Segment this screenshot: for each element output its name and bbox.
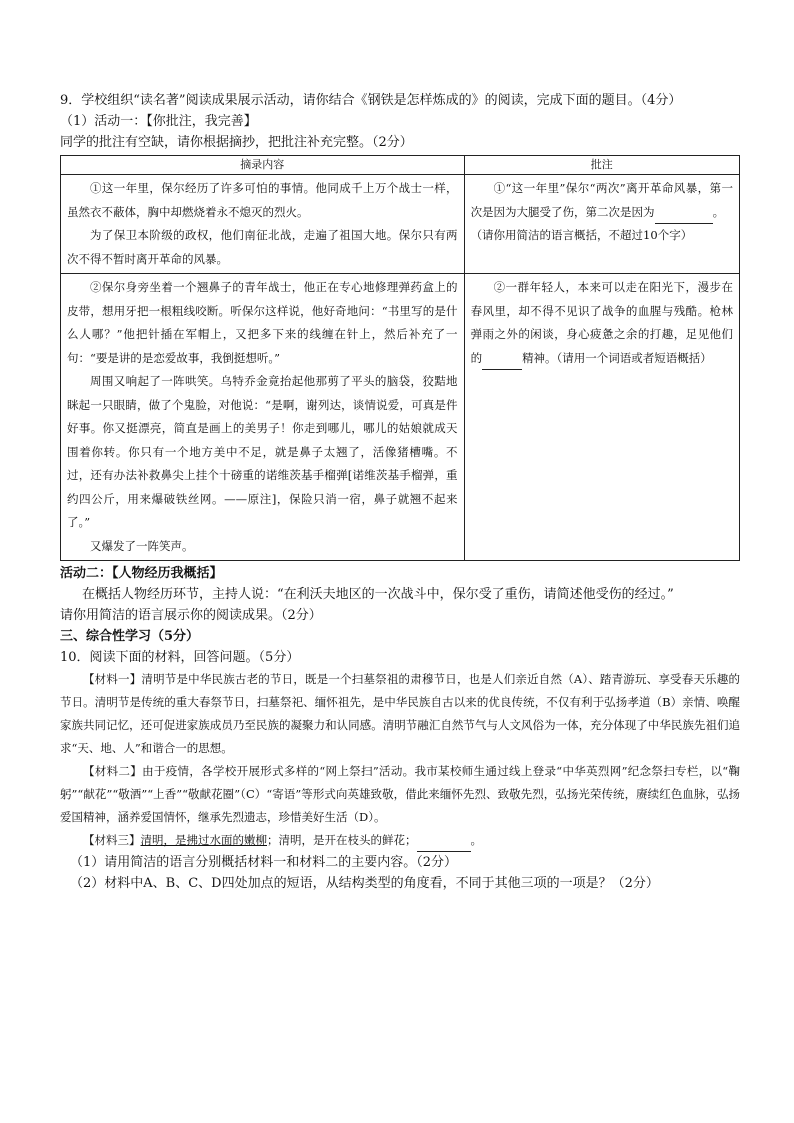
table-header-note: 批注 [464, 156, 739, 175]
note-text: ①“这一年里”保尔“两次”离开革命风暴，第一次是因为大腿受了伤，第二次是因为 [470, 181, 733, 219]
activity-2-instruction: 请你用简洁的语言展示你的阅读成果。（2分） [60, 608, 322, 623]
section-3-title: 三、综合性学习（5分） [60, 629, 200, 644]
activity-2-title: 活动二：【人物经历我概括】 [60, 566, 223, 581]
excerpt-paragraph: 为了保卫本阶级的政权，他们南征北战，走遍了祖国大地。保尔只有两次不得不暂时离开革命的风暴。 [67, 228, 458, 266]
material-3-end: 。 [470, 833, 482, 847]
note-paragraph [471, 276, 733, 370]
note-cell-2 [464, 274, 739, 561]
note-text: ②一群年轻人，本来可以走在阳光下，漫步在春风里，却不得不见识了战争的血腥与残酷。枪林弹雨之外的闲谈，身心疲惫之余的打趣，足见他们的 [470, 280, 733, 365]
excerpt-paragraph: ①这一年里，保尔经历了许多可怕的事情。他同成千上万个战士一样，虽然衣不蔽体，胸中却燃烧着永不熄灭的烈火。 [67, 181, 458, 219]
answer-blank[interactable] [655, 209, 713, 224]
excerpt-cell-2 [61, 274, 465, 561]
question-10-stem: 10．阅读下面的材料，回答问题。（5分） [60, 650, 300, 665]
material-3-label: 【材料三】 [83, 833, 141, 847]
activity-1-title: （1）活动一：【你批注，我完善】 [60, 114, 257, 129]
activity-1-instruction: 同学的批注有空缺，请你根据摘抄，把批注补充完整。（2分） [60, 135, 413, 150]
excerpt-cell-1 [61, 175, 465, 274]
note-cell-1 [464, 175, 739, 274]
material-3-underlined: 清明，是拂过水面的嫩柳 [140, 833, 267, 847]
table-row [61, 274, 740, 561]
table-header-excerpt: 摘录内容 [61, 156, 465, 175]
answer-blank[interactable] [482, 355, 522, 370]
material-2: 【材料二】由于疫情，各学校开展形式多样的“网上祭扫”活动。我市某校师生通过线上登录“中华英烈网”纪念祭扫专栏，以“鞠躬”“献花”“敬酒”“上香”“敬献花圈”（C）“寄语”等形式向英雄致敬，借此来缅怀先烈、致敬先烈，弘扬光荣传统，赓续红色血脉，弘扬爱国精神，涵养爱国情怀，继承先烈遗志，珍惜美好生活（D）。 [60, 764, 740, 824]
excerpt-paragraph: 周围又响起了一阵哄笑。乌特乔金竟抬起他那剪了平头的脑袋，狡黠地眯起一只眼睛，做了个鬼脸，对他说：“是啊，谢列达，谈情说爱，可真是件好事。你又挺漂亮，简直是画上的美男子！你走到哪儿，哪儿的姑娘就成天围着你转。你只有一个地方美中不足，就是鼻子太翘了，活像猪槽嘴。不过，还有办法补救鼻尖上挂个十磅重的诺维茨基手榴弹[诺维茨基手榴弹，重约四公斤，用来爆破铁丝网。——原注]，保险只消一宿，鼻子就翘不起来了。” [67, 374, 458, 529]
note-text: 精神。（请用一个词语或者短语概括） [522, 350, 712, 365]
materials [60, 668, 740, 852]
note-hint: （请你用简洁的语言概括，不超过10个字） [470, 228, 693, 242]
material-3 [60, 829, 740, 852]
excerpt-annotation-table [60, 155, 740, 561]
answer-blank[interactable] [417, 837, 471, 852]
table-row [61, 175, 740, 274]
note-text: 。 [712, 204, 725, 219]
note-paragraph [471, 177, 733, 224]
excerpt-paragraph: 又爆发了一阵笑声。 [90, 538, 194, 553]
activity-2-prompt: 在概括人物经历环节，主持人说：“在利沃夫地区的一次战斗中，保尔受了重伤，请简述他受伤的经过。” [82, 587, 674, 602]
question-10-sub-1: （1）请用简洁的语言分别概括材料一和材料二的主要内容。（2分） [70, 855, 458, 870]
exam-page [60, 90, 740, 894]
excerpt-paragraph: ②保尔身旁坐着一个翘鼻子的青年战士，他正在专心地修理弹药盒上的皮带，想用牙把一根粗线咬断。听保尔这样说，他好奇地问：“书里写的是什么人哪？”他把针插在军帽上，又把多下来的线缠在针上，然后补充了一句：“要是讲的是恋爱故事，我倒挺想听。” [67, 280, 458, 365]
material-1: 【材料一】清明节是中华民族古老的节日，既是一个扫墓祭祖的肃穆节日，也是人们亲近自然（A）、踏青游玩、享受春天乐趣的节日。清明节是传统的重大春祭节日，扫墓祭祀、缅怀祖先，是中华民族自古以来的优良传统，不仅有利于弘扬孝道（B）亲情、唤醒家族共同记忆，还可促进家族成员乃至民族的凝聚力和认同感。清明节融汇自然节气与人文风俗为一体，充分体现了中华民族先祖们追求“天、地、人”和谐合一的思想。 [60, 672, 740, 755]
question-10-sub-2: （2）材料中A、B、C、D四处加点的短语，从结构类型的角度看，不同于其他三项的一项是？（2分） [70, 876, 659, 891]
question-9-stem: 9．学校组织“读名著”阅读成果展示活动，请你结合《钢铁是怎样炼成的》的阅读，完成下面的题目。（4分） [60, 93, 682, 108]
material-3-text: ；清明，是开在枝头的鲜花； [267, 833, 417, 847]
